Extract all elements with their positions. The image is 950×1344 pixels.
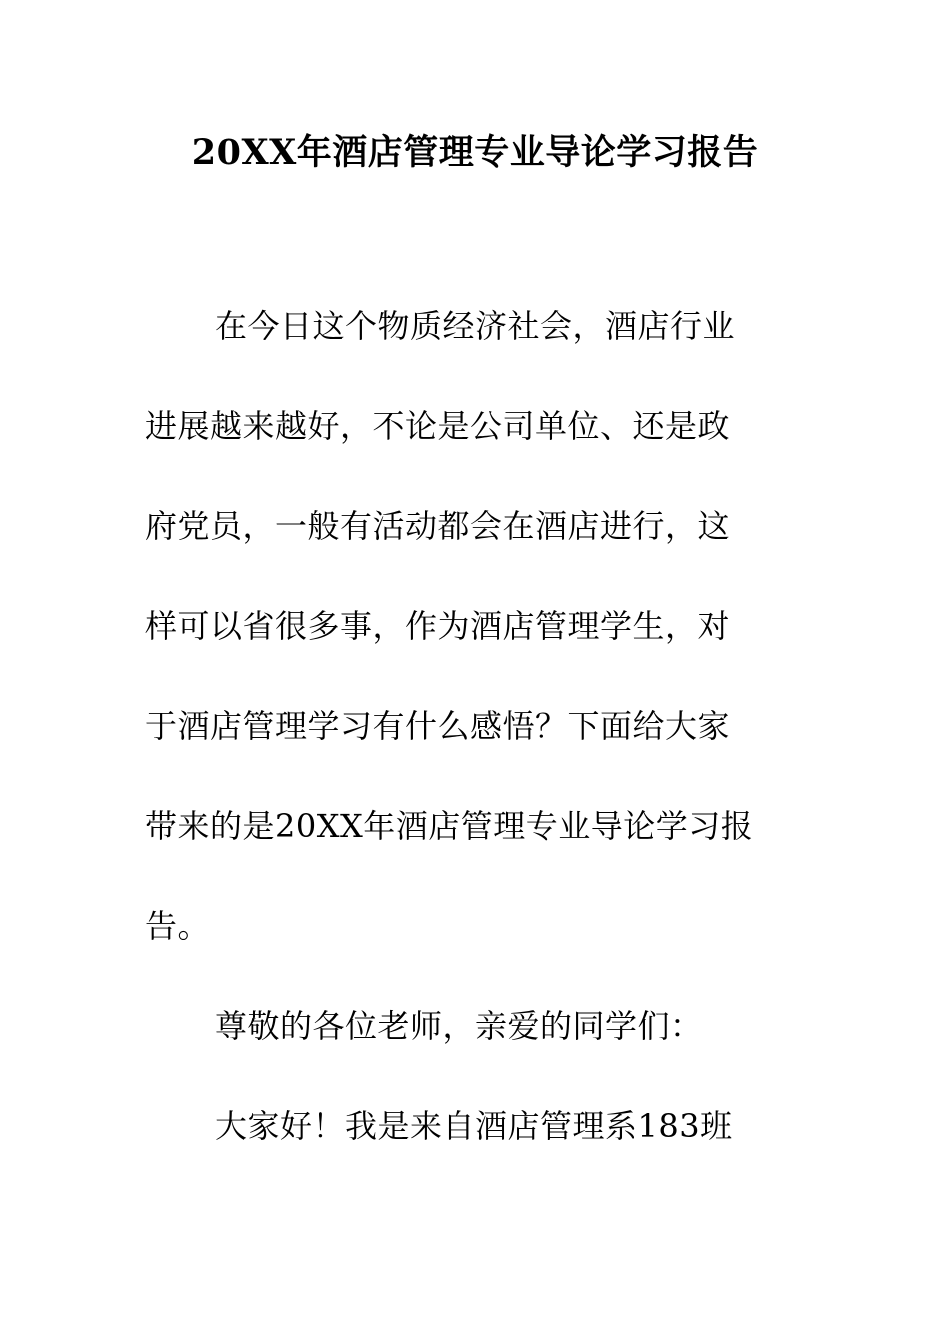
paragraph-line: 告。 [145,907,211,945]
paragraph-line: 带来的是20XX年酒店管理专业导论学习报 [145,807,754,845]
paragraph-line: 在今日这个物质经济社会，酒店行业 [215,307,736,345]
paragraph-line: 府党员，一般有活动都会在酒店进行，这 [145,507,731,545]
salutation-line: 尊敬的各位老师，亲爱的同学们： [215,1007,703,1045]
paragraph-line: 于酒店管理学习有什么感悟？下面给大家 [145,707,731,745]
document-title: 20XX年酒店管理专业导论学习报告 [191,132,759,173]
paragraph-line: 进展越来越好，不论是公司单位、还是政 [145,407,731,445]
greeting-line: 大家好！我是来自酒店管理系183班 [215,1107,733,1145]
paragraph-line: 样可以省很多事，作为酒店管理学生，对 [145,607,731,645]
